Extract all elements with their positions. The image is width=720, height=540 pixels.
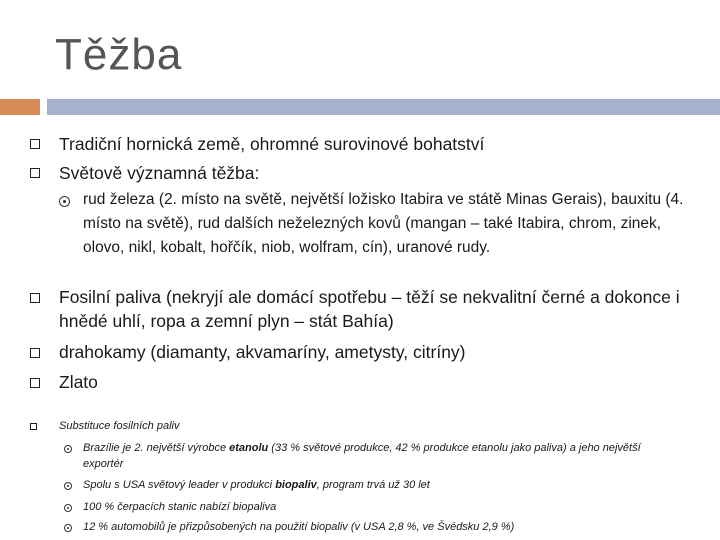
accent-bar-orange bbox=[0, 99, 40, 115]
square-bullet-icon bbox=[30, 378, 40, 388]
gear-bullet-icon bbox=[64, 524, 72, 532]
accent-bar-blue bbox=[47, 99, 720, 115]
square-bullet-icon bbox=[30, 139, 40, 149]
bullet-text: Světově významná těžba: bbox=[59, 163, 260, 183]
gear-bullet-icon bbox=[64, 504, 72, 512]
section-text: Substituce fosilních paliv bbox=[59, 420, 180, 432]
small-item-text: Brazílie je 2. největší výrobce etanolu (33 % světové produkce, 42 % produkce etanolu jako paliva) a jeho největší exportér bbox=[83, 442, 641, 470]
bullet-text: Fosilní paliva (nekryjí ale domácí spotřebu – těží se nekvalitní černé a dokonce i hnědé uhlí, ropa a zemní plyn – stát Bahía) bbox=[59, 287, 680, 331]
small-item-text: Spolu s USA světový leader v produkci biopaliv, program trvá už 30 let bbox=[83, 479, 430, 491]
bullet-text: drahokamy (diamanty, akvamaríny, ametysty, citríny) bbox=[59, 342, 466, 362]
gear-bullet-icon bbox=[64, 445, 72, 453]
gear-bullet-icon bbox=[59, 196, 70, 207]
square-bullet-icon bbox=[30, 293, 40, 303]
square-bullet-icon bbox=[30, 168, 40, 178]
square-bullet-icon bbox=[30, 423, 37, 430]
bullet-text: Tradiční hornická země, ohromné surovinové bohatství bbox=[59, 134, 485, 154]
small-item-text: 12 % automobilů je přizpůsobených na použití biopaliv (v USA 2,8 %, ve Švédsku 2,9 %) bbox=[83, 521, 515, 533]
square-bullet-icon bbox=[30, 348, 40, 358]
small-item-text: 100 % čerpacích stanic nabízí biopaliva bbox=[83, 501, 277, 513]
slide-title: Těžba bbox=[55, 30, 183, 79]
sub-bullet-text: rud železa (2. místo na světě, největší ložisko Itabira ve státě Minas Gerais), bauxitu (4. místo na světě), rud dalších neželezných kovů (mangan – také Itabira, chrom, zinek, olovo, nikl, kobalt, hořčík, niob, wolfram, cín), uranové rudy. bbox=[83, 191, 684, 256]
gear-bullet-icon bbox=[64, 482, 72, 490]
bullet-text: Zlato bbox=[59, 372, 98, 392]
